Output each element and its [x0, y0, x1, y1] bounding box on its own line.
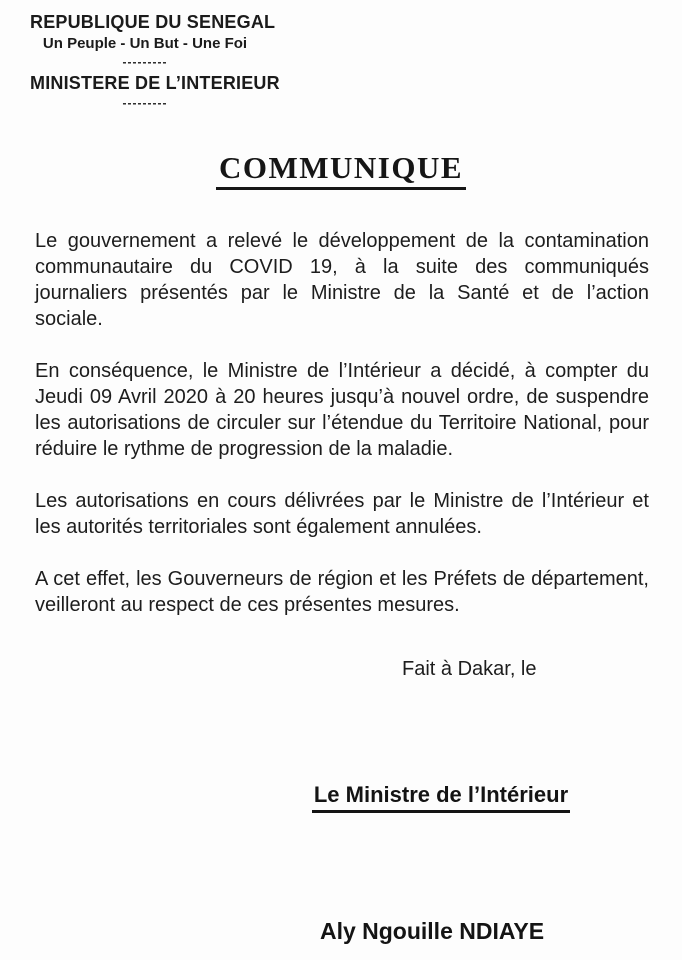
- letterhead-motto: Un Peuple - Un But - Une Foi: [42, 34, 248, 52]
- document-body: [35, 228, 649, 644]
- signature-title-wrap: [241, 782, 641, 813]
- signatory-name: Aly Ngouille NDIAYE: [319, 918, 545, 944]
- letterhead-ministry: MINISTERE DE L’INTERIEUR: [30, 72, 280, 93]
- letterhead-separator-1: ---------: [122, 54, 168, 69]
- letterhead-republic: REPUBLIQUE DU SENEGAL: [30, 12, 276, 32]
- dateline: Fait à Dakar, le: [402, 658, 537, 680]
- paragraph-contamination: Le gouvernement a relevé le développement de la contamination communautaire du COVID 19, à la suite des communiqués journaliers présentés par le Ministre de la Santé et de l’action sociale.: [35, 230, 649, 330]
- signature-title: Le Ministre de l’Intérieur: [312, 782, 570, 813]
- paragraph-annulation: Les autorisations en cours délivrées par le Ministre de l’Intérieur et les autorités territoriales sont également annulées.: [35, 490, 649, 538]
- paragraph-suspension: En conséquence, le Ministre de l’Intérieur a décidé, à compter du Jeudi 09 Avril 2020 à 20 heures jusqu’à nouvel ordre, de suspendre les autorisations de circuler sur l’étendue du Territoire National, pour réduire le rythme de progression de la maladie.: [35, 360, 649, 460]
- document-title: COMMUNIQUE: [216, 150, 466, 190]
- paragraph-application: A cet effet, les Gouverneurs de région et les Préfets de département, veilleront au respect de ces présentes mesures.: [35, 568, 649, 616]
- letterhead: [30, 12, 280, 111]
- letterhead-separator-2: ---------: [122, 96, 168, 111]
- document-title-wrap: [0, 150, 682, 190]
